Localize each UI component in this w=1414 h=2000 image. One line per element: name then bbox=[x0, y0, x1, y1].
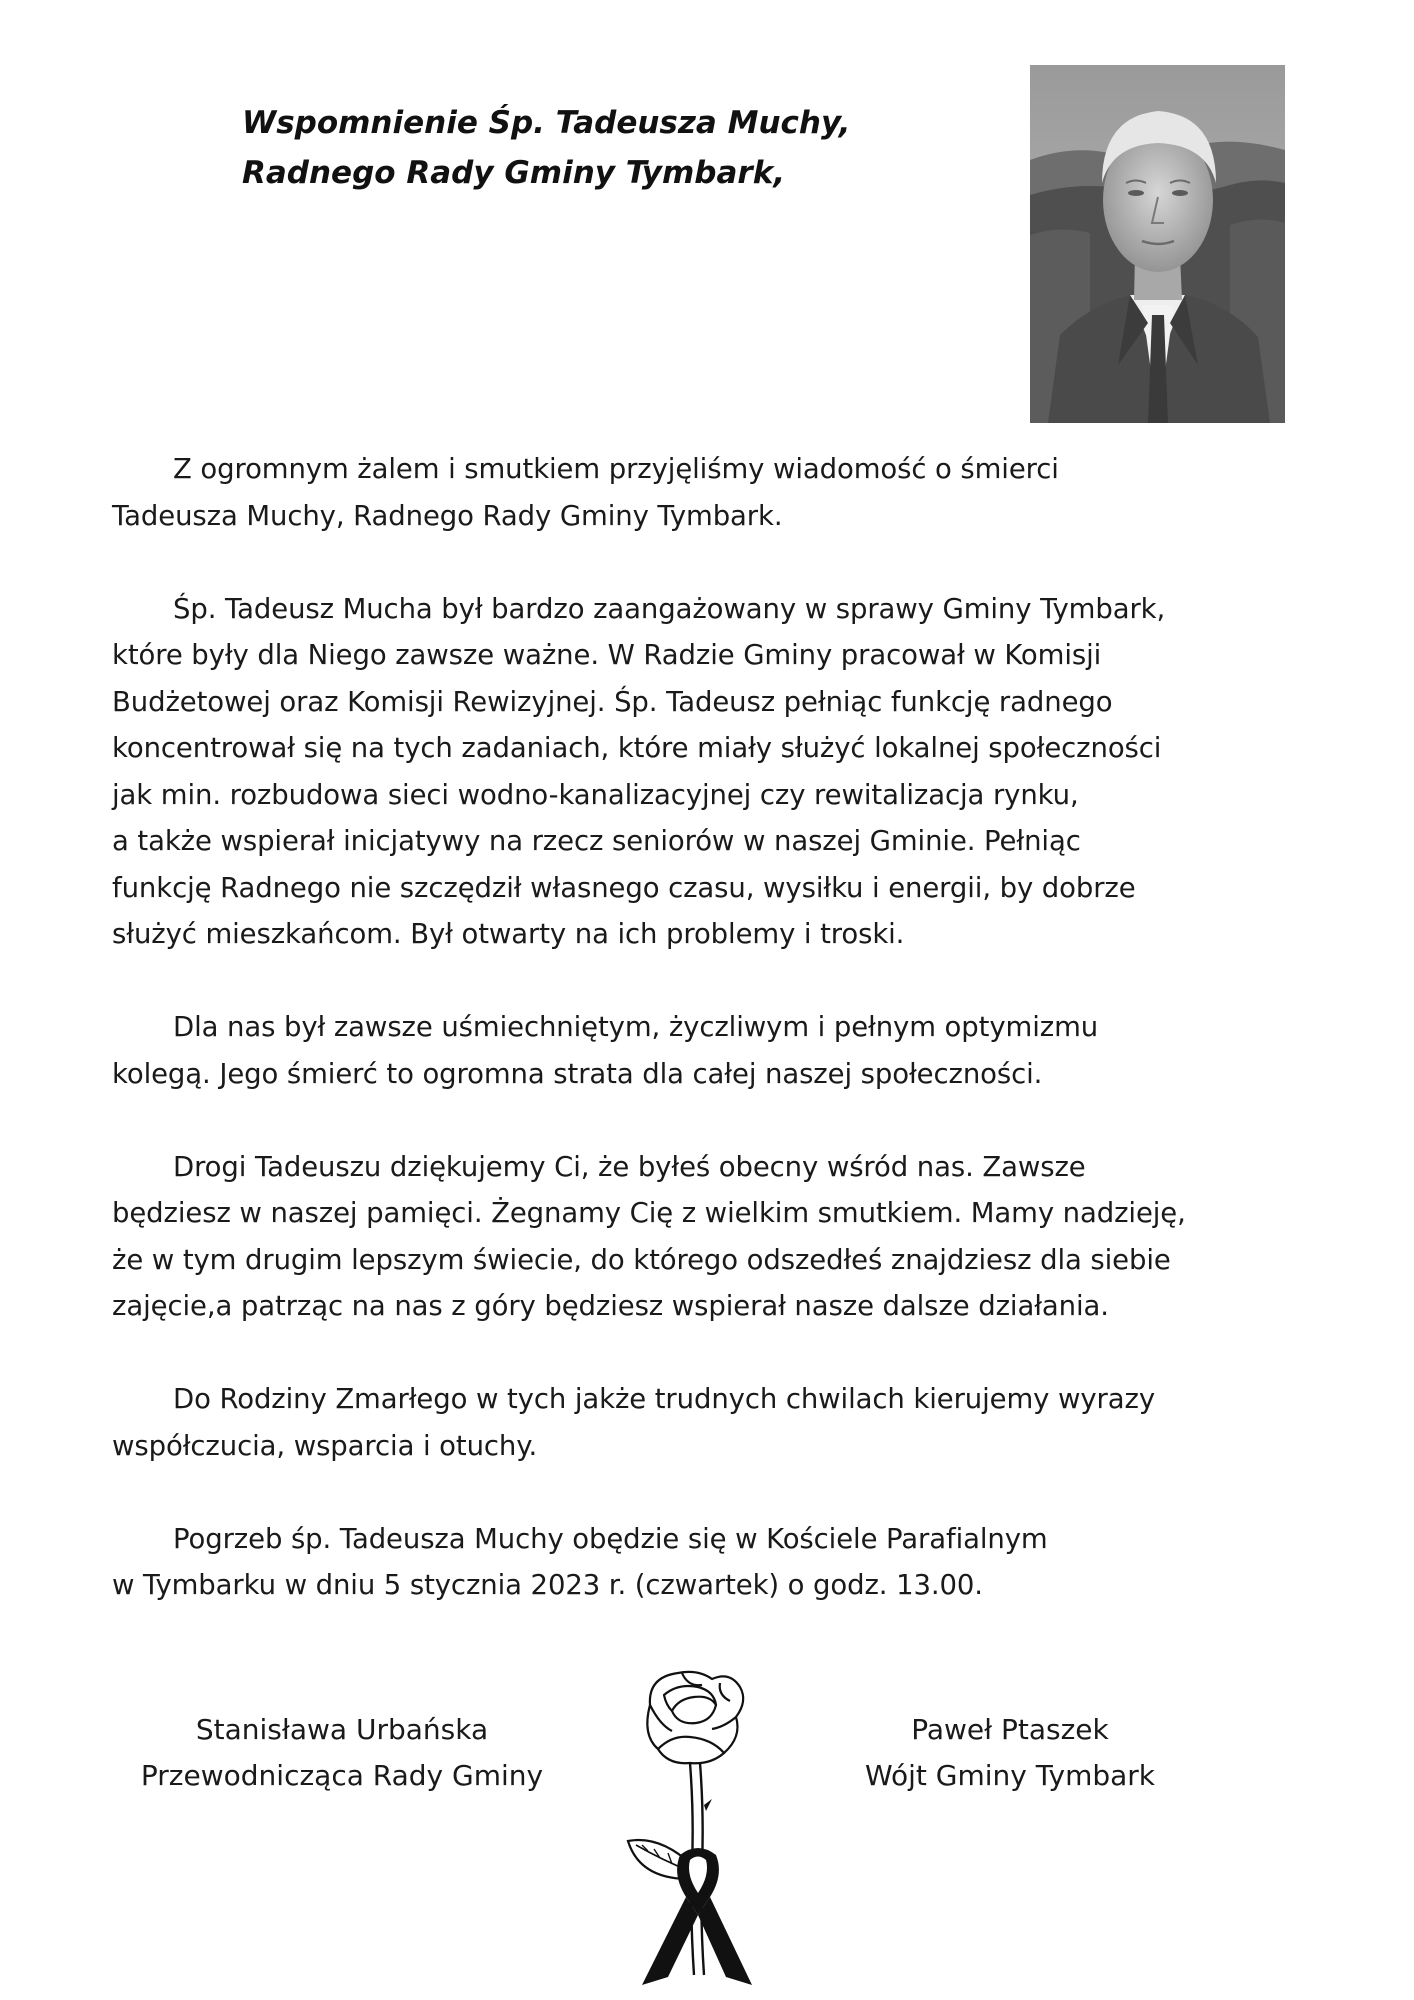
paragraph-4 bbox=[112, 1144, 1322, 1330]
text-line: a także wspierał inicjatywy na rzecz seniorów w naszej Gminie. Pełniąc bbox=[112, 825, 1081, 857]
text-line: funkcję Radnego nie szczędził własnego czasu, wysiłku i energii, by dobrze bbox=[112, 871, 1136, 904]
text-line: Drogi Tadeuszu dziękujemy Ci, że byłeś obecny wśród nas. Zawsze bbox=[173, 1150, 1086, 1183]
page-title bbox=[242, 98, 851, 198]
letter-body bbox=[112, 446, 1322, 1655]
text-line: jak min. rozbudowa sieci wodno-kanalizacyjnej czy rewitalizacja rynku, bbox=[112, 778, 1079, 811]
paragraph-2 bbox=[112, 586, 1322, 958]
text-line: które były dla Niego zawsze ważne. W Radzie Gminy pracował w Komisji bbox=[112, 639, 1102, 671]
text-line: w Tymbarku w dniu 5 stycznia 2023 r. (czwartek) o godz. 13.00. bbox=[112, 1569, 983, 1601]
text-line: Z ogromnym żalem i smutkiem przyjęliśmy wiadomość o śmierci bbox=[173, 453, 1059, 485]
signature-right-name: Paweł Ptaszek bbox=[911, 1713, 1109, 1746]
rose-with-mourning-ribbon-icon bbox=[620, 1665, 770, 1995]
text-line: Tadeusza Muchy, Radnego Rady Gminy Tymbark. bbox=[112, 499, 783, 532]
text-line: Śp. Tadeusz Mucha był bardzo zaangażowany w sprawy Gminy Tymbark, bbox=[173, 592, 1166, 625]
paragraph-1 bbox=[112, 446, 1322, 539]
text-line: służyć mieszkańcom. Był otwarty na ich problemy i troski. bbox=[112, 918, 905, 950]
signature-left bbox=[112, 1707, 572, 1799]
text-line: że w tym drugim lepszym świecie, do którego odszedłeś znajdziesz dla siebie bbox=[112, 1243, 1171, 1276]
text-line: zajęcie,a patrząc na nas z góry będziesz wspierał nasze dalsze działania. bbox=[112, 1290, 1109, 1322]
signature-right bbox=[820, 1707, 1200, 1799]
paragraph-5 bbox=[112, 1376, 1322, 1469]
paragraph-6 bbox=[112, 1516, 1322, 1609]
title-line-2: Radnego Rady Gminy Tymbark, bbox=[242, 155, 786, 191]
text-line: współczucia, wsparcia i otuchy. bbox=[112, 1429, 538, 1462]
signature-left-name: Stanisława Urbańska bbox=[195, 1713, 489, 1746]
signature-left-role: Przewodnicząca Rady Gminy bbox=[140, 1759, 544, 1792]
text-line: koncentrował się na tych zadaniach, które miały służyć lokalnej społeczności bbox=[112, 732, 1162, 764]
text-line: Dla nas był zawsze uśmiechniętym, życzliwym i pełnym optymizmu bbox=[173, 1011, 1099, 1043]
text-line: kolegą. Jego śmierć to ogromna strata dla całej naszej społeczności. bbox=[112, 1057, 1043, 1090]
text-line: będziesz w naszej pamięci. Żegnamy Cię z wielkim smutkiem. Mamy nadzieję, bbox=[112, 1197, 1186, 1229]
title-line-1: Wspomnienie Śp. Tadeusza Muchy, bbox=[242, 105, 851, 141]
text-line: Pogrzeb śp. Tadeusza Muchy obędzie się w Kościele Parafialnym bbox=[173, 1522, 1048, 1555]
paragraph-3 bbox=[112, 1004, 1322, 1097]
portrait-photo bbox=[1030, 65, 1285, 423]
text-line: Budżetowej oraz Komisji Rewizyjnej. Śp. Tadeusz pełniąc funkcję radnego bbox=[112, 685, 1113, 718]
text-line: Do Rodziny Zmarłego w tych jakże trudnych chwilach kierujemy wyrazy bbox=[173, 1383, 1155, 1415]
signature-right-role: Wójt Gminy Tymbark bbox=[864, 1759, 1156, 1792]
